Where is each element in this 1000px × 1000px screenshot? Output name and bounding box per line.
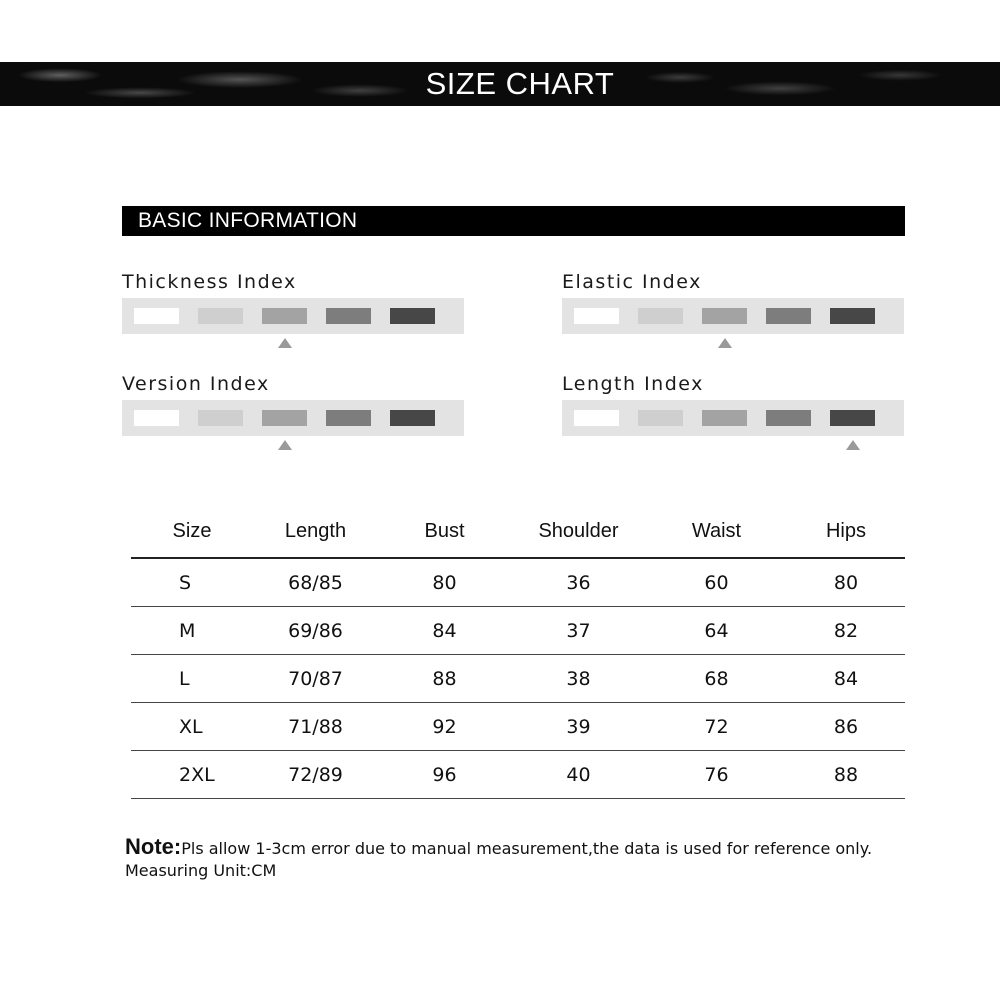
scale-swatch-3: [702, 410, 747, 426]
scale-swatch-3: [702, 308, 747, 324]
cell-bust: 80: [378, 558, 511, 607]
cell-hips: 88: [787, 751, 905, 799]
cell-waist: 60: [646, 558, 787, 607]
cell-length: 71/88: [253, 703, 378, 751]
header-waist: Waist: [646, 506, 787, 558]
cell-hips: 80: [787, 558, 905, 607]
scale-swatch-4: [766, 410, 811, 426]
table-row: [131, 558, 905, 607]
note-title: Note: [125, 834, 174, 859]
scale-swatch-5: [390, 410, 435, 426]
cell-bust: 84: [378, 607, 511, 655]
banner-title: SIZE CHART: [425, 66, 615, 101]
cell-size: L: [131, 655, 253, 703]
scale-swatch-3: [262, 410, 307, 426]
scale-swatch-5: [830, 410, 875, 426]
cell-bust: 88: [378, 655, 511, 703]
table-header-row: [131, 506, 905, 558]
index-label: Version Index: [122, 373, 270, 395]
cell-shoulder: 38: [511, 655, 646, 703]
note-line: [125, 836, 872, 860]
cell-shoulder: 39: [511, 703, 646, 751]
cell-shoulder: 37: [511, 607, 646, 655]
level-pointer-icon: [718, 338, 732, 348]
level-pointer-icon: [278, 440, 292, 450]
table-row: [131, 607, 905, 655]
scale-swatch-2: [638, 308, 683, 324]
index-scale: [562, 298, 904, 334]
basic-information-heading: BASIC INFORMATION: [122, 206, 905, 236]
header-size: Size: [131, 506, 253, 558]
cell-length: 69/86: [253, 607, 378, 655]
cell-length: 72/89: [253, 751, 378, 799]
cell-waist: 64: [646, 607, 787, 655]
index-scale: [562, 400, 904, 436]
cell-hips: 84: [787, 655, 905, 703]
scale-swatch-2: [638, 410, 683, 426]
header-length: Length: [253, 506, 378, 558]
index-scale: [122, 400, 464, 436]
cell-size: XL: [131, 703, 253, 751]
note-separator: :: [173, 834, 182, 859]
scale-swatch-1: [134, 308, 179, 324]
cell-hips: 82: [787, 607, 905, 655]
measuring-unit: Measuring Unit:CM: [125, 861, 277, 880]
level-pointer-icon: [278, 338, 292, 348]
scale-swatch-2: [198, 308, 243, 324]
size-table: [131, 506, 905, 799]
cell-bust: 92: [378, 703, 511, 751]
cell-size: M: [131, 607, 253, 655]
scale-swatch-1: [574, 308, 619, 324]
cell-bust: 96: [378, 751, 511, 799]
note-text: Pls allow 1-3cm error due to manual measurement,the data is used for reference only.: [181, 839, 873, 858]
cell-waist: 76: [646, 751, 787, 799]
index-label: Elastic Index: [562, 271, 702, 293]
cell-size: 2XL: [131, 751, 253, 799]
table-row: [131, 655, 905, 703]
scale-swatch-4: [326, 410, 371, 426]
cell-shoulder: 40: [511, 751, 646, 799]
cell-waist: 68: [646, 655, 787, 703]
scale-swatch-4: [326, 308, 371, 324]
header-hips: Hips: [787, 506, 905, 558]
scale-swatch-1: [574, 410, 619, 426]
scale-swatch-5: [830, 308, 875, 324]
level-pointer-icon: [846, 440, 860, 450]
size-chart-banner: [0, 62, 1000, 106]
index-label: Thickness Index: [122, 271, 297, 293]
scale-swatch-5: [390, 308, 435, 324]
table-row: [131, 703, 905, 751]
index-scale: [122, 298, 464, 334]
note: [125, 836, 872, 882]
scale-swatch-2: [198, 410, 243, 426]
scale-swatch-3: [262, 308, 307, 324]
cell-size: S: [131, 558, 253, 607]
cell-length: 70/87: [253, 655, 378, 703]
cell-shoulder: 36: [511, 558, 646, 607]
index-label: Length Index: [562, 373, 704, 395]
cell-hips: 86: [787, 703, 905, 751]
cell-length: 68/85: [253, 558, 378, 607]
header-shoulder: Shoulder: [511, 506, 646, 558]
scale-swatch-4: [766, 308, 811, 324]
table-row: [131, 751, 905, 799]
cell-waist: 72: [646, 703, 787, 751]
scale-swatch-1: [134, 410, 179, 426]
header-bust: Bust: [378, 506, 511, 558]
